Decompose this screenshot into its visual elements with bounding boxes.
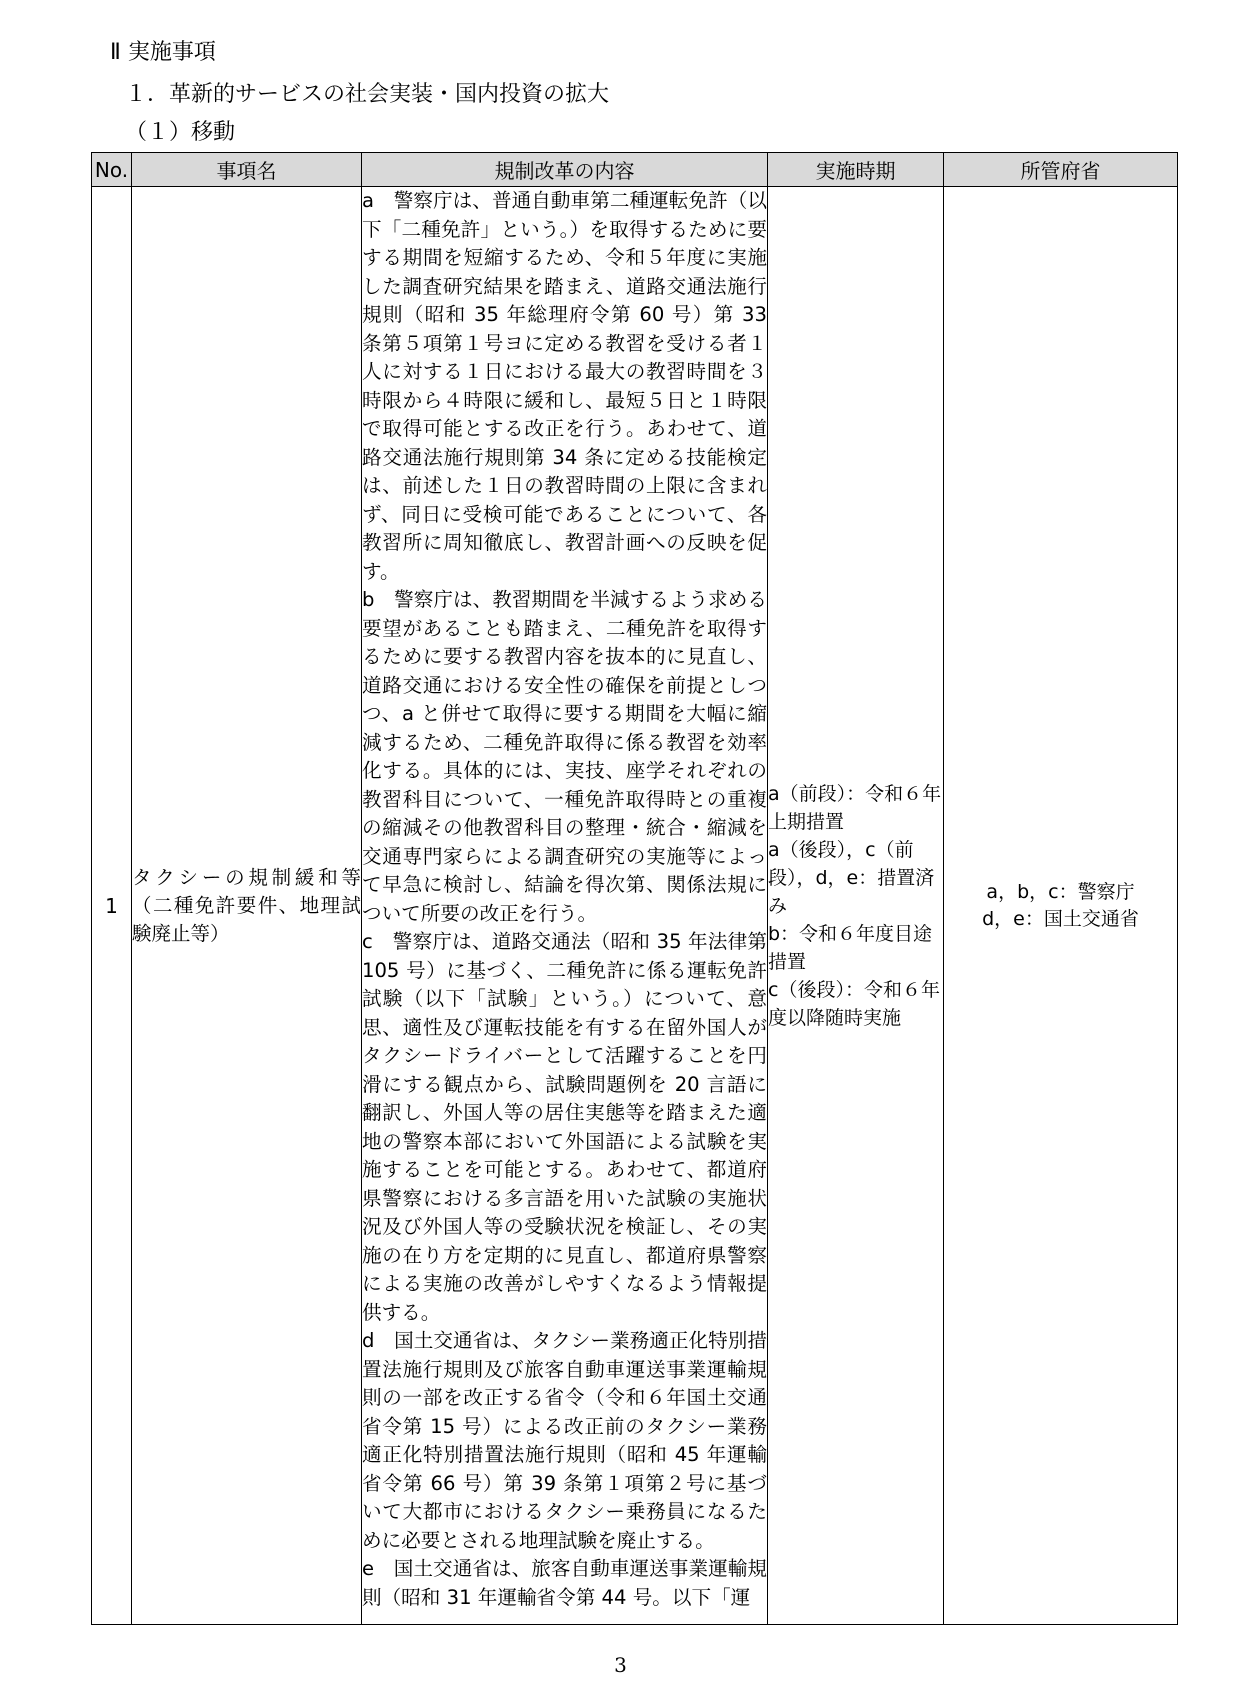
header-no: No. <box>92 153 132 187</box>
content-paragraph-d: d 国土交通省は、タクシー業務適正化特別措置法施行規則及び旅客自動車運送事業運輸規則の一部を改正する省令（令和６年国土交通省令第 15 号）による改正前のタクシー業務適正化特別措置法施行規則（昭和 45 年運輸省令第 66 号）第 39 条第１項第２号に基づいて大都市におけるタクシー乗務員になるために必要とされる地理試験を廃止する。 <box>362 1329 767 1552</box>
row-number: 1 <box>92 187 132 1625</box>
regulation-table <box>91 152 1178 1625</box>
content-paragraph-c: c 警察庁は、道路交通法（昭和 35 年法律第 105 号）に基づく、二種免許に係る運転免許試験（以下「試験」という。）について、意思、適性及び運転技能を有する在留外国人がタクシードライバーとして活躍することを円滑にする観点から、試験問題例を 20 言語に翻訳し、外国人等の居住実態等を踏まえた適地の警察本部において外国語による試験を実施することを可能とする。あわせて、都道府県警察における多言語を用いた試験の実施状況及び外国人等の受験状況を検証し、その実施の在り方を定期的に見直し、都道府県警察による実施の改善がしやすくなるよう情報提供する。 <box>362 930 767 1324</box>
ministry-entry: d，e：国土交通省 <box>982 907 1139 930</box>
table-header-row <box>92 153 1178 187</box>
subsubsection-heading: （１）移動 <box>125 120 236 145</box>
ministry-entry: a，b，c：警察庁 <box>986 880 1135 903</box>
header-item: 事項名 <box>132 153 362 187</box>
subsection-heading: １．革新的サービスの社会実装・国内投資の拡大 <box>125 82 610 107</box>
table-row <box>92 187 1178 1625</box>
content-paragraph-a: a 警察庁は、普通自動車第二種運転免許（以下「二種免許」という。）を取得するために要する期間を短縮するため、令和５年度に実施した調査研究結果を踏まえ、道路交通法施行規則（昭和 35 年総理府令第 60 号）第 33 条第５項第１号ヨに定める教習を受ける者１人に対する１日における最大の教習時間を３時限から４時限に緩和し、最短５日と１時限で取得可能とする改正を行う。あわせて、道路交通法施行規則第 34 条に定める技能検定は、前述した１日の教習時間の上限に含まれず、同日に受検可能であることについて、各教習所に周知徹底し、教習計画への反映を促す。 <box>362 189 767 583</box>
header-content: 規制改革の内容 <box>362 153 768 187</box>
timing-entry: b：令和６年度目途措置 <box>768 922 933 973</box>
item-name: タクシーの規制緩和等（二種免許要件、地理試験廃止等） <box>132 187 362 1625</box>
header-ministry: 所管府省 <box>944 153 1178 187</box>
reform-content <box>362 187 768 1625</box>
timing-entry: a（前段）：令和６年上期措置 <box>768 782 942 833</box>
section-heading: Ⅱ 実施事項 <box>110 40 216 65</box>
responsible-ministry <box>944 187 1178 1625</box>
implementation-timing <box>768 187 944 1625</box>
page-number: 3 <box>614 1653 627 1677</box>
content-paragraph-e: e 国土交通省は、旅客自動車運送事業運輸規則（昭和 31 年運輸省令第 44 号。以下「運 <box>362 1557 767 1609</box>
content-paragraph-b: b 警察庁は、教習期間を半減するよう求める要望があることも踏まえ、二種免許を取得するために要する教習内容を抜本的に見直し、道路交通における安全性の確保を前提としつつ、a と併せて取得に要する期間を大幅に縮減するため、二種免許取得に係る教習を効率化する。具体的には、実技、座学それぞれの教習科目について、一種免許取得時との重複の縮減その他教習科目の整理・統合・縮減を交通専門家らによる調査研究の実施等によって早急に検討し、結論を得次第、関係法規について所要の改正を行う。 <box>362 588 767 925</box>
header-timing: 実施時期 <box>768 153 944 187</box>
timing-entry: c（後段）：令和６年度以降随時実施 <box>768 978 940 1029</box>
timing-entry: a（後段），c（前段），d，e：措置済み <box>768 838 935 917</box>
